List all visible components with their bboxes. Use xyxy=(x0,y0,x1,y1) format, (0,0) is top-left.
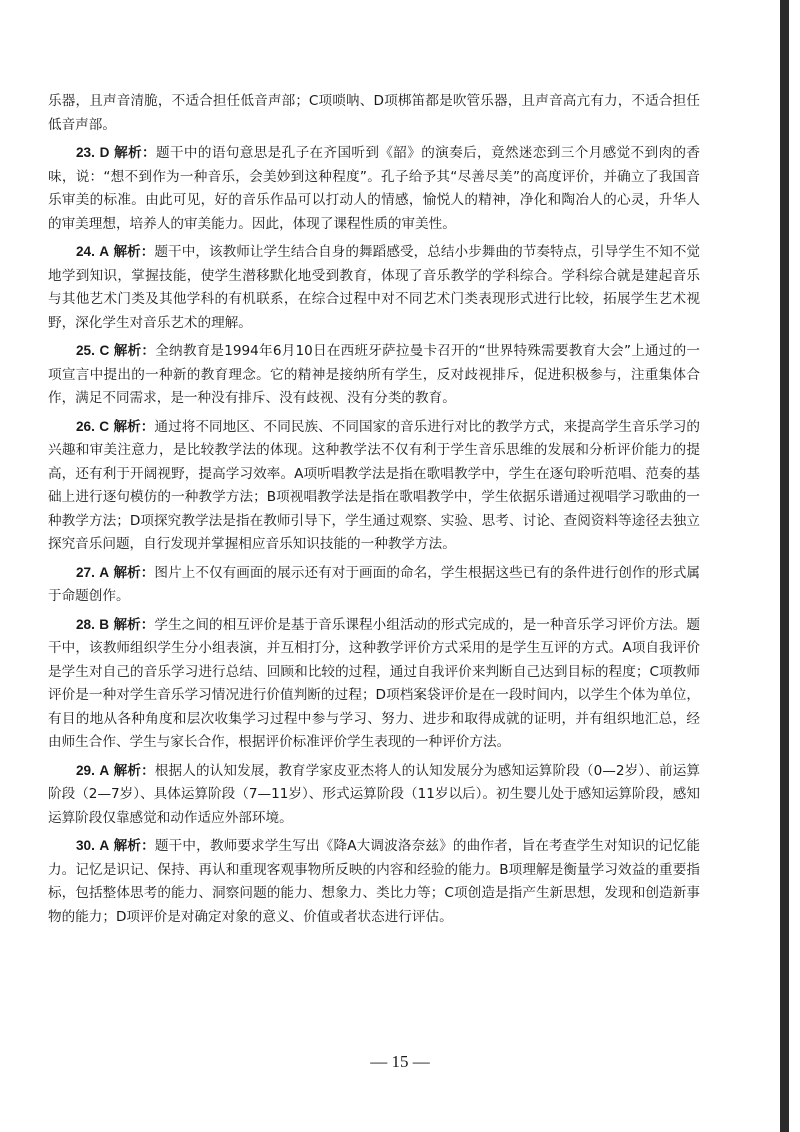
answer-28: 28. B 解析：学生之间的相互评价是基于音乐课程小组活动的形式完成的，是一种音乐学习评价方法。题干中，该教师组织学生分小组表演，并互相打分，这种教学评价方式采用的是学生互评的方式。A项自我评价是学生对自己的音乐学习进行总结、回顾和比较的过程，通过自我评价来判断自己达到目标的程度；C项教师评价是一种对学生音乐学习情况进行价值判断的过程；D项档案袋评价是在一段时间内，以学生个体为单位，有目的地从各种角度和层次收集学习过程中参与学习、努力、进步和取得成就的证明，并有组织地汇总，经由师生合作、学生与家长合作，根据评价标准评价学生表现的一种评价方法。 xyxy=(48,616,701,750)
answer-29: 29. A 解析：根据人的认知发展，教育学家皮亚杰将人的认知发展分为感知运算阶段（0—2岁）、前运算阶段（2—7岁）、具体运算阶段（7—11岁）、形式运算阶段（11岁以后）。初生婴儿处于感知运算阶段，感知运算阶段仅靠感觉和动作适应外部环境。 xyxy=(48,762,701,826)
page-number: — 15 — xyxy=(370,1052,430,1071)
scan-edge-bar xyxy=(780,0,789,1132)
answer-24: 24. A 解析：题干中，该教师让学生结合自身的舞蹈感受，总结小步舞曲的节奏特点，引导学生不知不觉地学到知识，掌握技能，使学生潜移默化地受到教育，体现了音乐教学的学科综合。学科综合就是建起音乐与其他艺术门类及其他学科的有机联系，在综合过程中对不同艺术门类表现形式进行比较，拓展学生艺术视野，深化学生对音乐艺术的理解。 xyxy=(48,244,701,331)
intro-paragraph: 乐器，且声音清脆，不适合担任低音声部；C项唢呐、D项梆笛都是吹管乐器，且声音高亢有力，不适合担任低音声部。 xyxy=(48,93,700,133)
answer-text-block xyxy=(48,90,700,933)
answer-27: 27. A 解析：图片上不仅有画面的展示还有对于画面的命名，学生根据这些已有的条件进行创作的形式属于命题创作。 xyxy=(48,564,701,604)
answer-23: 23. D 解析：题干中的语句意思是孔子在齐国听到《韶》的演奏后，竟然迷恋到三个月感觉不到肉的香味，说：“想不到作为一种音乐，会美妙到这种程度”。孔子给予其“尽善尽美”的高度评价，并确立了我国音乐审美的标准。由此可见，好的音乐作品可以打动人的情感，愉悦人的精神，净化和陶冶人的心灵，升华人的审美理想，培养人的审美能力。因此，体现了课程性质的审美性。 xyxy=(48,145,700,232)
answer-30: 30. A 解析：题干中，教师要求学生写出《降A大调波洛奈兹》的曲作者，旨在考查学生对知识的记忆能力。记忆是识记、保持、再认和重现客观事物所反映的内容和经验的能力。B项理解是衡量学习效益的重要指标，包括整体思考的能力、洞察问题的能力、想象力、类比力等；C项创造是指产生新思想，发现和创造新事物的能力；D项评价是对确定对象的意义、价值或者状态进行评估。 xyxy=(48,838,700,925)
answer-25: 25. C 解析：全纳教育是1994年6月10日在西班牙萨拉曼卡召开的“世界特殊需要教育大会”上通过的一项宣言中提出的一种新的教育理念。它的精神是接纳所有学生，反对歧视排斥，促进积极参与，注重集体合作，满足不同需求，是一种没有排斥、没有歧视、没有分类的教育。 xyxy=(48,343,700,406)
answer-26: 26. C 解析：通过将不同地区、不同民族、不同国家的音乐进行对比的教学方式，来提高学生音乐学习的兴趣和审美注意力，是比较教学法的体现。这种教学法不仅有利于学生音乐思维的发展和分析评价能力的提高，还有利于开阔视野，提高学习效率。A项听唱教学法是指在歌唱教学中，学生在逐句聆听范唱、范奏的基础上进行逐句模仿的一种教学方法；B项视唱教学法是指在歌唱教学中，学生依据乐谱通过视唱学习歌曲的一种教学方法；D项探究教学法是指在教师引导下，学生通过观察、实验、思考、讨论、查阅资料等途径去独立探究音乐问题，自行发现并掌握相应音乐知识技能的一种教学方法。 xyxy=(48,418,701,552)
